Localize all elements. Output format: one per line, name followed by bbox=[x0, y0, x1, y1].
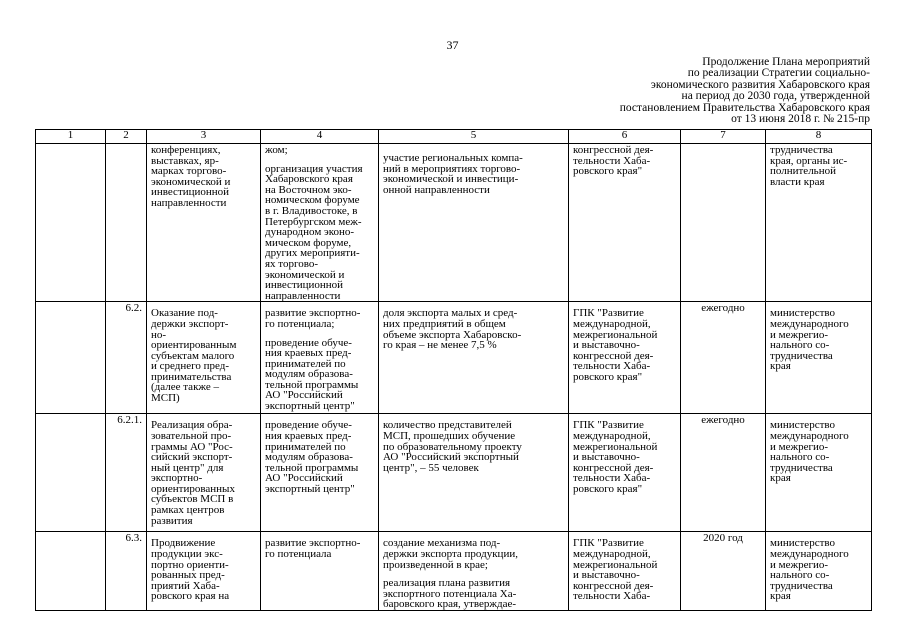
cell-line: власти края bbox=[770, 175, 825, 188]
cell-line: ях торгово- bbox=[265, 257, 318, 270]
cell-line: ГПК "Развитие bbox=[573, 419, 644, 432]
cell-line: трудничества bbox=[770, 144, 833, 156]
column-number: 5 bbox=[379, 130, 569, 144]
cell-line: экономической и bbox=[151, 175, 231, 188]
cell-line: мическом форуме, bbox=[265, 236, 352, 249]
cell-line: ровского края" bbox=[573, 165, 643, 178]
cell-line: АО "Российский bbox=[265, 389, 343, 402]
deadline-cell: ежегодно bbox=[681, 302, 766, 414]
event-name-cell bbox=[147, 144, 261, 302]
cell-line: ровского края" bbox=[573, 370, 643, 383]
result-cell bbox=[379, 144, 569, 302]
cell-line: продукции экс- bbox=[151, 547, 223, 560]
cell-line: модулям образова- bbox=[265, 368, 353, 381]
cell-line: рованных пред- bbox=[151, 569, 225, 582]
item-number-cell: 6.2. bbox=[106, 302, 147, 414]
cell-line: тельности Хаба- bbox=[573, 472, 651, 485]
cell-line: трудничества bbox=[770, 579, 833, 592]
cell-line: принимателей по bbox=[265, 357, 346, 370]
cell-line: держки экспорта продукции, bbox=[383, 547, 518, 560]
table-row bbox=[36, 414, 872, 532]
cell-line: произведенной в крае; bbox=[383, 558, 488, 571]
cell-line: в г. Владивостоке, в bbox=[265, 204, 358, 217]
blank-cell bbox=[36, 532, 106, 611]
cell-line: выставках, яр- bbox=[151, 154, 219, 167]
responsible-cell bbox=[766, 532, 872, 611]
cell-line: АО "Российский bbox=[265, 472, 343, 485]
cell-line: и межрегио- bbox=[770, 328, 829, 341]
cell-line: полнительной bbox=[770, 165, 836, 178]
cell-line: нального со- bbox=[770, 339, 830, 352]
cell-line: ориентированным bbox=[151, 339, 237, 352]
cell-line: сийский экспорт- bbox=[151, 451, 233, 464]
header-line: постановлением Правительства Хабаровского края bbox=[619, 101, 870, 114]
column-number: 2 bbox=[106, 130, 147, 144]
cell-line: по образовательному проекту bbox=[383, 440, 522, 453]
cell-line: трудничества bbox=[770, 349, 833, 362]
cell-line: тельности Хаба- bbox=[573, 590, 651, 603]
cell-line: конференциях, bbox=[151, 144, 221, 156]
column-number: 1 bbox=[36, 130, 106, 144]
cell-line: международной, bbox=[573, 547, 651, 560]
cell-line: экспортного потенциала Ха- bbox=[383, 587, 517, 600]
cell-line: субъектов МСП в bbox=[151, 493, 234, 506]
cell-line: ный центр" для bbox=[151, 461, 224, 474]
cell-line: го потенциала; bbox=[265, 317, 335, 330]
cell-line: рамках центров bbox=[151, 504, 225, 517]
cell-line: тельной программы bbox=[265, 378, 359, 391]
cell-line: развитие экспортно- bbox=[265, 537, 361, 550]
cell-line: го края – не менее 7,5 % bbox=[383, 339, 497, 352]
cell-line: и межрегио- bbox=[770, 440, 829, 453]
cell-line: направленности bbox=[151, 196, 227, 209]
cell-line: Оказание под- bbox=[151, 307, 218, 320]
cell-line: ния краевых пред- bbox=[265, 429, 352, 442]
header-line: от 13 июня 2018 г. № 215-пр bbox=[731, 113, 870, 126]
cell-line: граммы АО "Рос- bbox=[151, 440, 233, 453]
executor-cell bbox=[569, 302, 681, 414]
cell-line: принимателей по bbox=[265, 440, 346, 453]
plan-continuation-header bbox=[570, 57, 870, 125]
deadline-cell bbox=[681, 144, 766, 302]
header-line: по реализации Стратегии социально- bbox=[687, 67, 870, 80]
cell-line: МСП) bbox=[151, 392, 180, 405]
table-row bbox=[36, 532, 872, 611]
cell-line: края bbox=[770, 590, 791, 603]
cell-line: края bbox=[770, 472, 791, 485]
cell-line: конгрессной дея- bbox=[573, 461, 654, 474]
cell-line: других мероприяти- bbox=[265, 247, 360, 260]
cell-line: конгрессной дея- bbox=[573, 349, 654, 362]
plan-table bbox=[35, 129, 872, 611]
cell-line: и выставочно- bbox=[573, 569, 640, 582]
cell-line: них предприятий в общем bbox=[383, 317, 506, 330]
cell-line: тельной программы bbox=[265, 461, 359, 474]
column-number: 6 bbox=[569, 130, 681, 144]
cell-line: международного bbox=[770, 429, 849, 442]
cell-line: направленности bbox=[265, 289, 341, 302]
cell-line: портно ориенти- bbox=[151, 558, 229, 571]
cell-line: го потенциала bbox=[265, 547, 332, 560]
cell-line: конгрессной дея- bbox=[573, 144, 654, 156]
column-number: 8 bbox=[766, 130, 872, 144]
cell-line: организация участия bbox=[265, 162, 363, 175]
cell-line: нального со- bbox=[770, 451, 830, 464]
cell-line: края bbox=[770, 360, 791, 373]
cell-line: нального со- bbox=[770, 569, 830, 582]
cell-line: номическом форуме bbox=[265, 194, 360, 207]
cell-line: тельности Хаба- bbox=[573, 154, 651, 167]
cell-line: и выставочно- bbox=[573, 339, 640, 352]
cell-line: ровского края на bbox=[151, 590, 230, 603]
table-row bbox=[36, 144, 872, 302]
cell-line: ориентированных bbox=[151, 482, 235, 495]
deadline-cell: 2020 год bbox=[681, 532, 766, 611]
cell-line: количество представителей bbox=[383, 419, 512, 432]
cell-line: экономической и bbox=[265, 268, 345, 281]
cell-line: субъектам малого bbox=[151, 349, 235, 362]
blank-cell bbox=[36, 302, 106, 414]
cell-line: участие региональных компа- bbox=[383, 152, 523, 164]
item-number-cell bbox=[106, 144, 147, 302]
cell-line: инвестиционной bbox=[151, 186, 230, 199]
event-name-cell bbox=[147, 532, 261, 611]
cell-line: края, органы ис- bbox=[770, 154, 848, 167]
cell-line: центр", – 55 человек bbox=[383, 461, 479, 474]
column-number-row bbox=[36, 130, 872, 144]
cell-line: создание механизма под- bbox=[383, 537, 501, 550]
cell-line: ровского края" bbox=[573, 482, 643, 495]
column-number: 4 bbox=[261, 130, 379, 144]
column-number: 7 bbox=[681, 130, 766, 144]
responsible-cell bbox=[766, 144, 872, 302]
cell-line: держки экспорт- bbox=[151, 317, 229, 330]
cell-line: тельности Хаба- bbox=[573, 360, 651, 373]
cell-line: ний в мероприятиях торгово- bbox=[383, 162, 521, 175]
result-cell bbox=[379, 532, 569, 611]
cell-line: и выставочно- bbox=[573, 451, 640, 464]
deadline-cell: ежегодно bbox=[681, 414, 766, 532]
cell-line: межрегиональной bbox=[573, 328, 658, 341]
item-number-cell: 6.2.1. bbox=[106, 414, 147, 532]
cell-line: международной, bbox=[573, 429, 651, 442]
cell-line: ГПК "Развитие bbox=[573, 307, 644, 320]
executor-cell bbox=[569, 414, 681, 532]
cell-line: межрегиональной bbox=[573, 558, 658, 571]
blank-cell bbox=[36, 144, 106, 302]
header-line: экономического развития Хабаровского края bbox=[650, 78, 870, 91]
event-name-cell bbox=[147, 302, 261, 414]
cell-line: ГПК "Развитие bbox=[573, 537, 644, 550]
cell-line: марках торгово- bbox=[151, 165, 227, 178]
page-number: 37 bbox=[446, 38, 459, 52]
header-line: Продолжение Плана мероприятий bbox=[702, 56, 870, 68]
cell-line: министерство bbox=[770, 537, 836, 550]
cell-line: трудничества bbox=[770, 461, 833, 474]
cell-line: баровского края, утверждае- bbox=[383, 598, 516, 611]
cell-line: экспортный центр" bbox=[265, 400, 355, 413]
task-cell bbox=[261, 302, 379, 414]
executor-cell bbox=[569, 144, 681, 302]
cell-line: проведение обуче- bbox=[265, 336, 352, 349]
responsible-cell bbox=[766, 302, 872, 414]
cell-line: доля экспорта малых и сред- bbox=[383, 307, 518, 320]
item-number-cell: 6.3. bbox=[106, 532, 147, 611]
cell-line: но- bbox=[151, 328, 167, 341]
header-line: на период до 2030 года, утвержденной bbox=[681, 90, 870, 103]
blank-cell bbox=[36, 414, 106, 532]
table-row bbox=[36, 302, 872, 414]
cell-line: АО "Российский экспортный bbox=[383, 451, 519, 464]
cell-line: Хабаровского края bbox=[265, 173, 353, 186]
event-name-cell bbox=[147, 414, 261, 532]
cell-line: международного bbox=[770, 547, 849, 560]
cell-line: модулям образова- bbox=[265, 451, 353, 464]
cell-line: МСП, прошедших обучение bbox=[383, 429, 516, 442]
cell-line: международного bbox=[770, 317, 849, 330]
cell-line: приятий Хаба- bbox=[151, 579, 220, 592]
cell-line: экономической и инвестици- bbox=[383, 173, 519, 186]
cell-line: развития bbox=[151, 514, 193, 527]
cell-line: межрегиональной bbox=[573, 440, 658, 453]
result-cell bbox=[379, 414, 569, 532]
cell-line: реализация плана развития bbox=[383, 577, 511, 590]
cell-line: принимательства bbox=[151, 370, 232, 383]
cell-line: конгрессной дея- bbox=[573, 579, 654, 592]
cell-line: министерство bbox=[770, 419, 836, 432]
cell-line: экспортный центр" bbox=[265, 482, 355, 495]
cell-line: Реализация обра- bbox=[151, 419, 233, 432]
cell-line: Петербургском меж- bbox=[265, 215, 362, 228]
cell-line: международной, bbox=[573, 317, 651, 330]
cell-line: объеме экспорта Хабаровско- bbox=[383, 328, 522, 341]
cell-line: проведение обуче- bbox=[265, 419, 352, 432]
cell-line: и среднего пред- bbox=[151, 360, 229, 373]
task-cell bbox=[261, 414, 379, 532]
cell-line: зовательной про- bbox=[151, 429, 232, 442]
cell-line: на Восточном эко- bbox=[265, 183, 352, 196]
task-cell bbox=[261, 144, 379, 302]
cell-line: онной направленности bbox=[383, 183, 490, 196]
responsible-cell bbox=[766, 414, 872, 532]
cell-line: (далее также – bbox=[151, 381, 219, 394]
executor-cell bbox=[569, 532, 681, 611]
cell-line: Продвижение bbox=[151, 537, 216, 550]
cell-line: министерство bbox=[770, 307, 836, 320]
cell-line: дународном эконо- bbox=[265, 226, 355, 239]
cell-line: инвестиционной bbox=[265, 279, 344, 292]
cell-line: развитие экспортно- bbox=[265, 307, 361, 320]
cell-line: экспортно- bbox=[151, 472, 203, 485]
task-cell bbox=[261, 532, 379, 611]
column-number: 3 bbox=[147, 130, 261, 144]
result-cell bbox=[379, 302, 569, 414]
cell-line: жом; bbox=[265, 144, 288, 156]
cell-line: ния краевых пред- bbox=[265, 347, 352, 360]
cell-line: и межрегио- bbox=[770, 558, 829, 571]
